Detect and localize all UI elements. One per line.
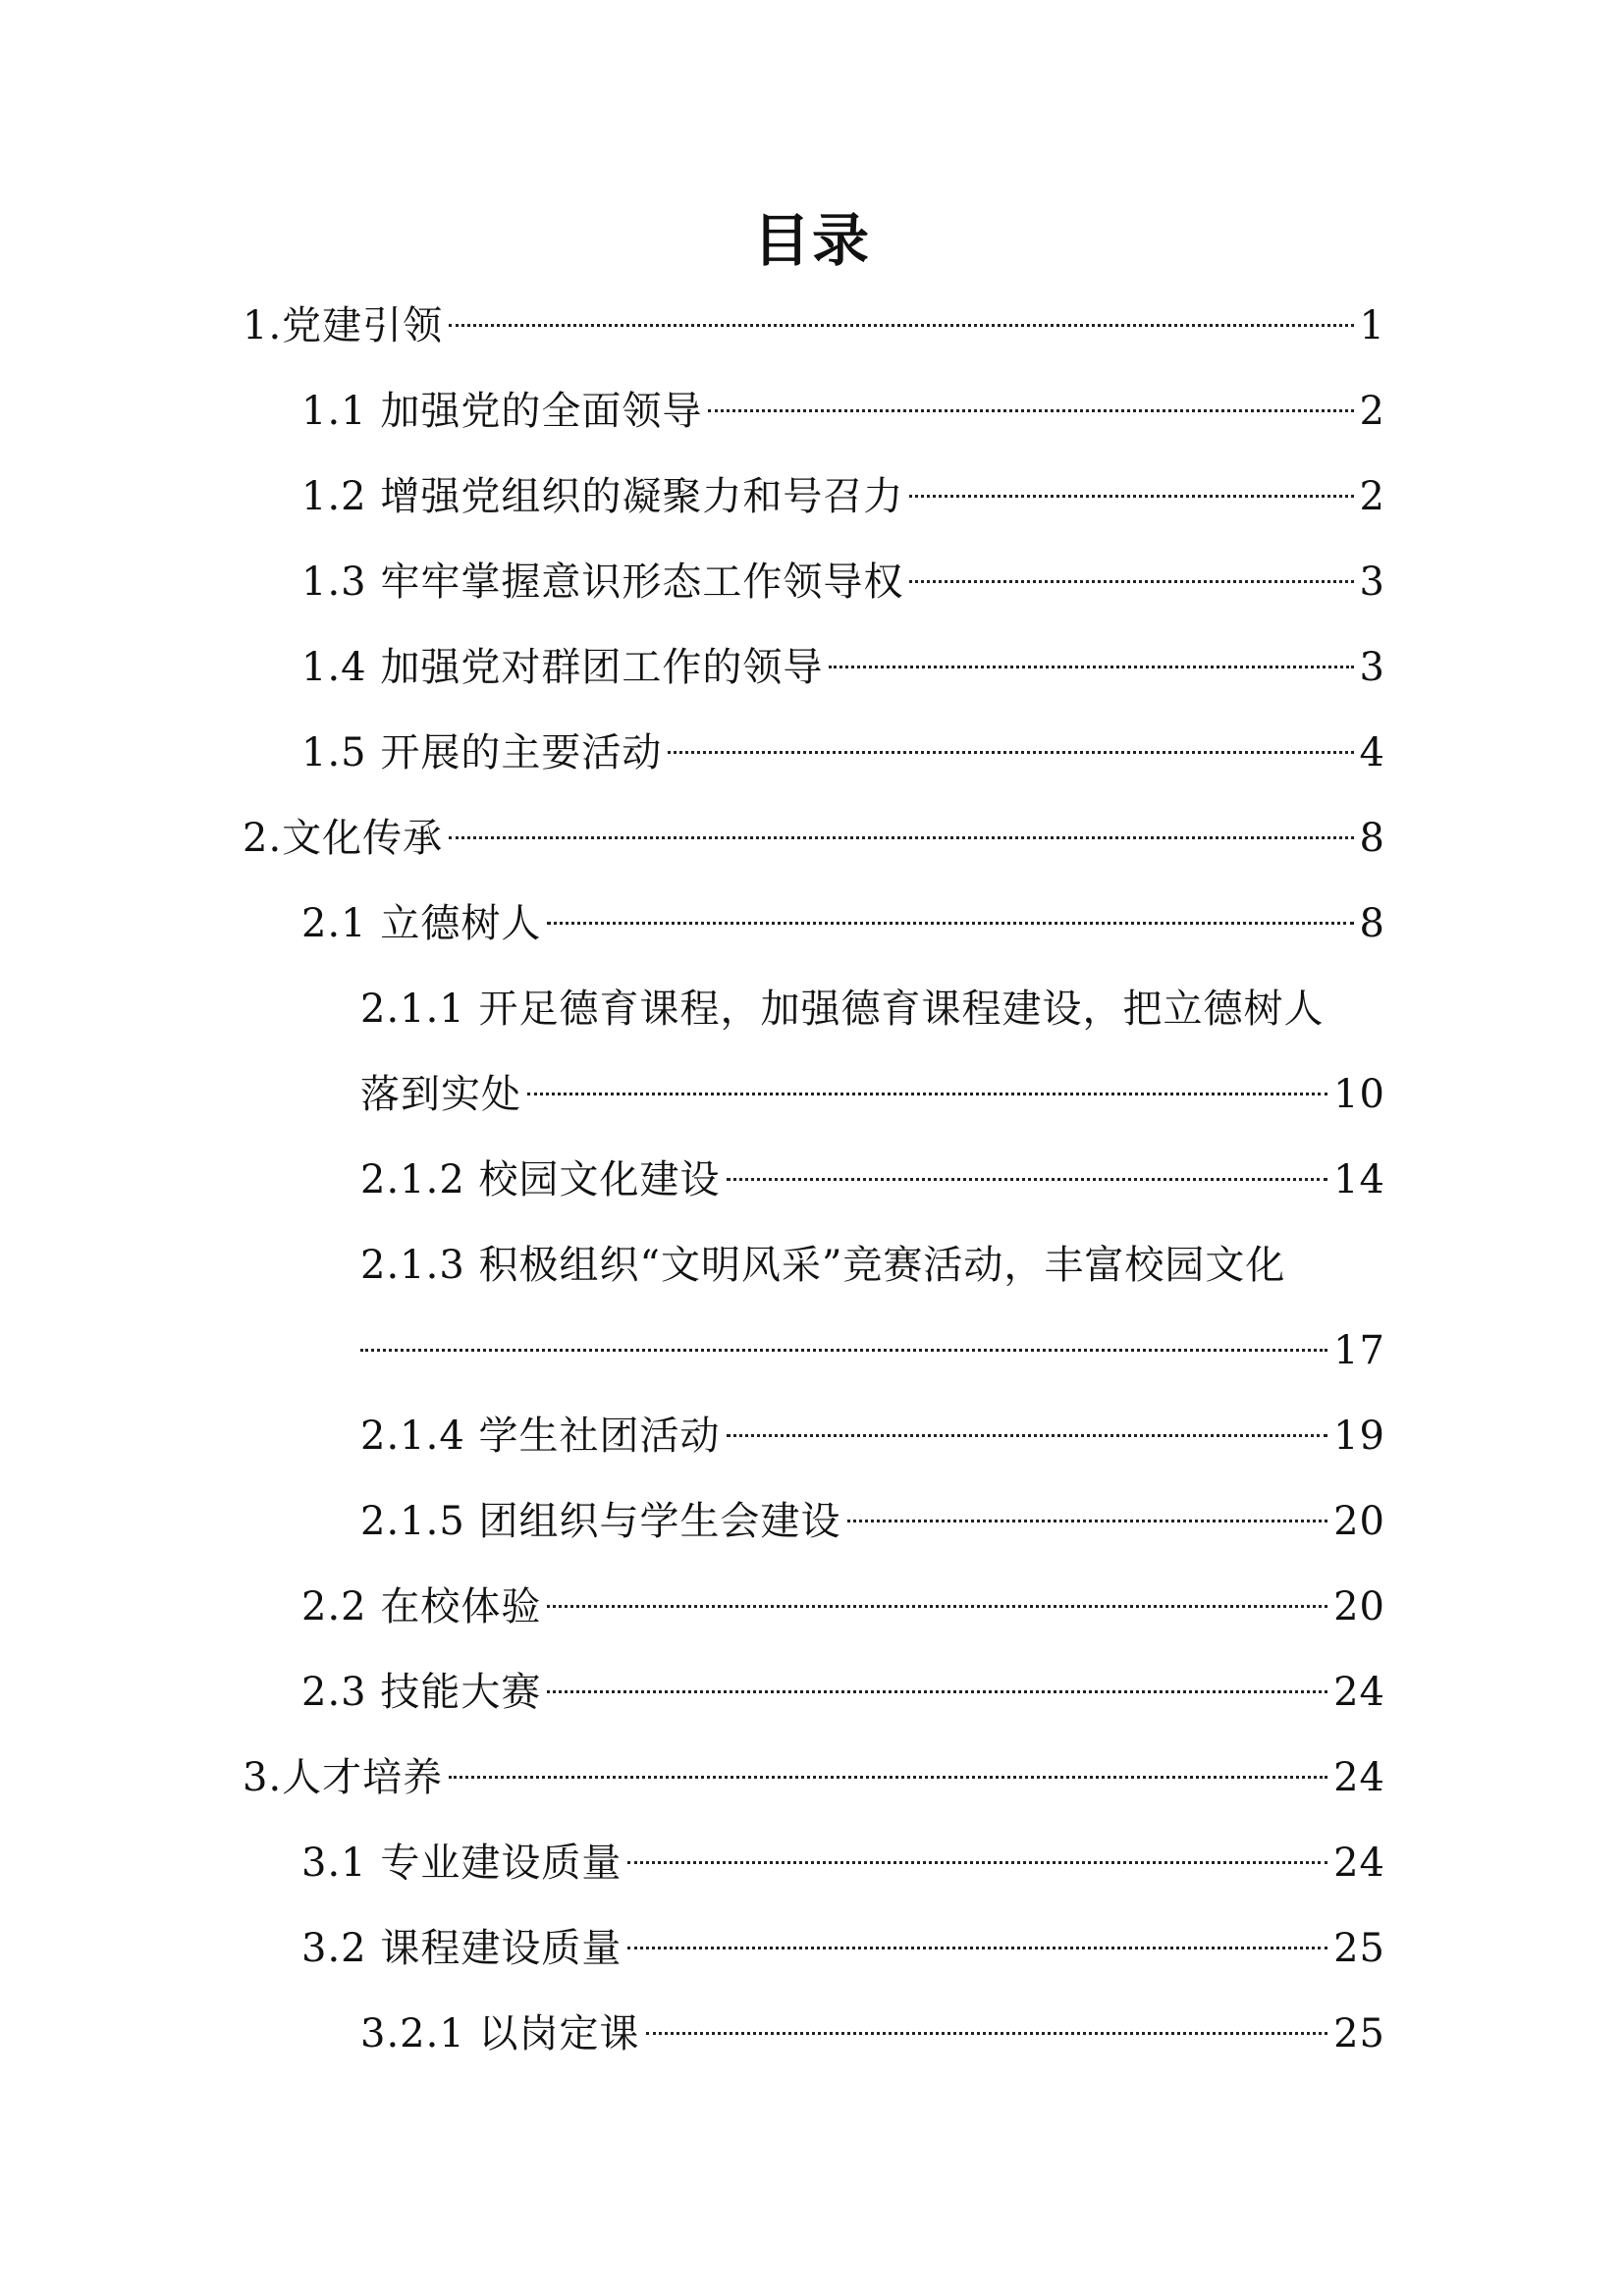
toc-entry-text: 2.1.2 校园文化建设 — [360, 1157, 721, 1202]
toc-entry-text: 1.5 开展的主要活动 — [301, 730, 663, 775]
toc-leader — [449, 1776, 1327, 1779]
toc-entry[interactable] — [301, 543, 1385, 621]
toc-entry[interactable] — [360, 1482, 1385, 1561]
toc-entry[interactable] — [301, 628, 1385, 707]
toc-leader — [727, 1178, 1328, 1181]
toc-entry-text: 1.2 增强党组织的凝聚力和号召力 — [301, 474, 904, 519]
toc-entry-text: 1.1 加强党的全面领导 — [301, 389, 703, 434]
toc-entry-text: 2.1.5 团组织与学生会建设 — [360, 1499, 841, 1544]
toc-entry-text: 3.1 专业建设质量 — [301, 1841, 623, 1886]
toc-entry-page: 8 — [1359, 901, 1385, 946]
toc-entry-page: 24 — [1333, 1755, 1385, 1800]
toc-entry[interactable] — [301, 1568, 1385, 1646]
toc-leader — [847, 1520, 1328, 1522]
toc-entry-text: 1.3 牢牢掌握意识形态工作领导权 — [301, 560, 904, 605]
toc-entry-text: 2.1 立德树人 — [301, 901, 542, 946]
toc-entry-page: 20 — [1333, 1584, 1385, 1629]
toc-entry-page: 24 — [1333, 1841, 1385, 1886]
toc-leader — [668, 751, 1353, 754]
toc-entry-text: 1.4 加强党对群团工作的领导 — [301, 645, 824, 690]
toc-entry-page: 2 — [1359, 389, 1385, 434]
toc-entry[interactable] — [301, 457, 1385, 536]
toc-entry-first-line[interactable] — [360, 1226, 1385, 1305]
toc-entry-page: 2 — [1359, 474, 1385, 519]
toc-leader — [727, 1434, 1328, 1437]
toc-entry[interactable] — [301, 1909, 1385, 1988]
toc-leader — [909, 580, 1353, 583]
toc-leader — [547, 1690, 1327, 1693]
toc-entry-page: 3 — [1359, 560, 1385, 605]
toc-entry[interactable] — [243, 1738, 1385, 1817]
toc-entry-text: 2.3 技能大赛 — [301, 1670, 542, 1715]
toc-entry[interactable] — [301, 372, 1385, 451]
page-title: 目录 — [752, 207, 871, 274]
toc-entry[interactable] — [301, 884, 1385, 963]
toc-entry[interactable] — [360, 1055, 1385, 1134]
toc-entry-page: 4 — [1359, 730, 1385, 775]
toc-leader — [909, 495, 1353, 498]
toc-entry[interactable] — [301, 714, 1385, 792]
toc-leader — [646, 2032, 1328, 2035]
toc-entry-text: 2.2 在校体验 — [301, 1584, 542, 1629]
toc-entry-text: 2.1.1 开足德育课程，加强德育课程建设，把立德树人 — [360, 987, 1325, 1032]
toc-entry-text: 落到实处 — [360, 1072, 521, 1117]
toc-entry-page: 10 — [1333, 1072, 1385, 1117]
toc-entry-page: 19 — [1333, 1414, 1385, 1459]
toc-leader — [829, 666, 1353, 668]
toc-leader — [708, 409, 1353, 412]
toc-entry-page: 25 — [1333, 2011, 1385, 2056]
toc-entry[interactable] — [243, 287, 1385, 365]
toc-leader — [449, 836, 1353, 839]
toc-leader — [449, 324, 1353, 327]
toc-leader — [627, 1947, 1327, 1949]
toc-entry-text: 3.2 课程建设质量 — [301, 1926, 623, 1971]
toc-entry-page: 8 — [1359, 816, 1385, 861]
toc-entry[interactable] — [360, 1141, 1385, 1219]
toc-entry-page: 3 — [1359, 645, 1385, 690]
toc-entry-page: 24 — [1333, 1670, 1385, 1715]
toc-entry-text: 1.党建引领 — [243, 303, 444, 348]
toc-entry-text: 3.人才培养 — [243, 1755, 444, 1800]
toc-entry-text: 2.文化传承 — [243, 816, 444, 861]
toc-entry[interactable] — [301, 1653, 1385, 1732]
toc-entry[interactable] — [301, 1824, 1385, 1902]
toc-entry[interactable] — [243, 799, 1385, 878]
toc-entry-text: 2.1.3 积极组织“文明风采”竞赛活动，丰富校园文化 — [360, 1243, 1286, 1288]
toc-entry[interactable] — [360, 1397, 1385, 1475]
toc-leader — [360, 1349, 1327, 1352]
toc-entry-page: 25 — [1333, 1926, 1385, 1971]
toc-entry-page: 1 — [1359, 303, 1385, 348]
toc-leader — [527, 1093, 1327, 1095]
toc-entry-text: 2.1.4 学生社团活动 — [360, 1414, 721, 1459]
toc-entry-first-line[interactable] — [360, 970, 1385, 1048]
toc-entry-page: 17 — [1333, 1328, 1385, 1373]
toc-entry-page: 14 — [1333, 1157, 1385, 1202]
toc-leader — [547, 922, 1353, 925]
toc-entry[interactable] — [360, 1995, 1385, 2073]
toc-entry-page: 20 — [1333, 1499, 1385, 1544]
toc-leader — [547, 1605, 1327, 1608]
toc-entry[interactable] — [360, 1311, 1385, 1390]
toc-entry-text: 3.2.1 以岗定课 — [360, 2011, 640, 2056]
toc-leader — [627, 1861, 1327, 1864]
